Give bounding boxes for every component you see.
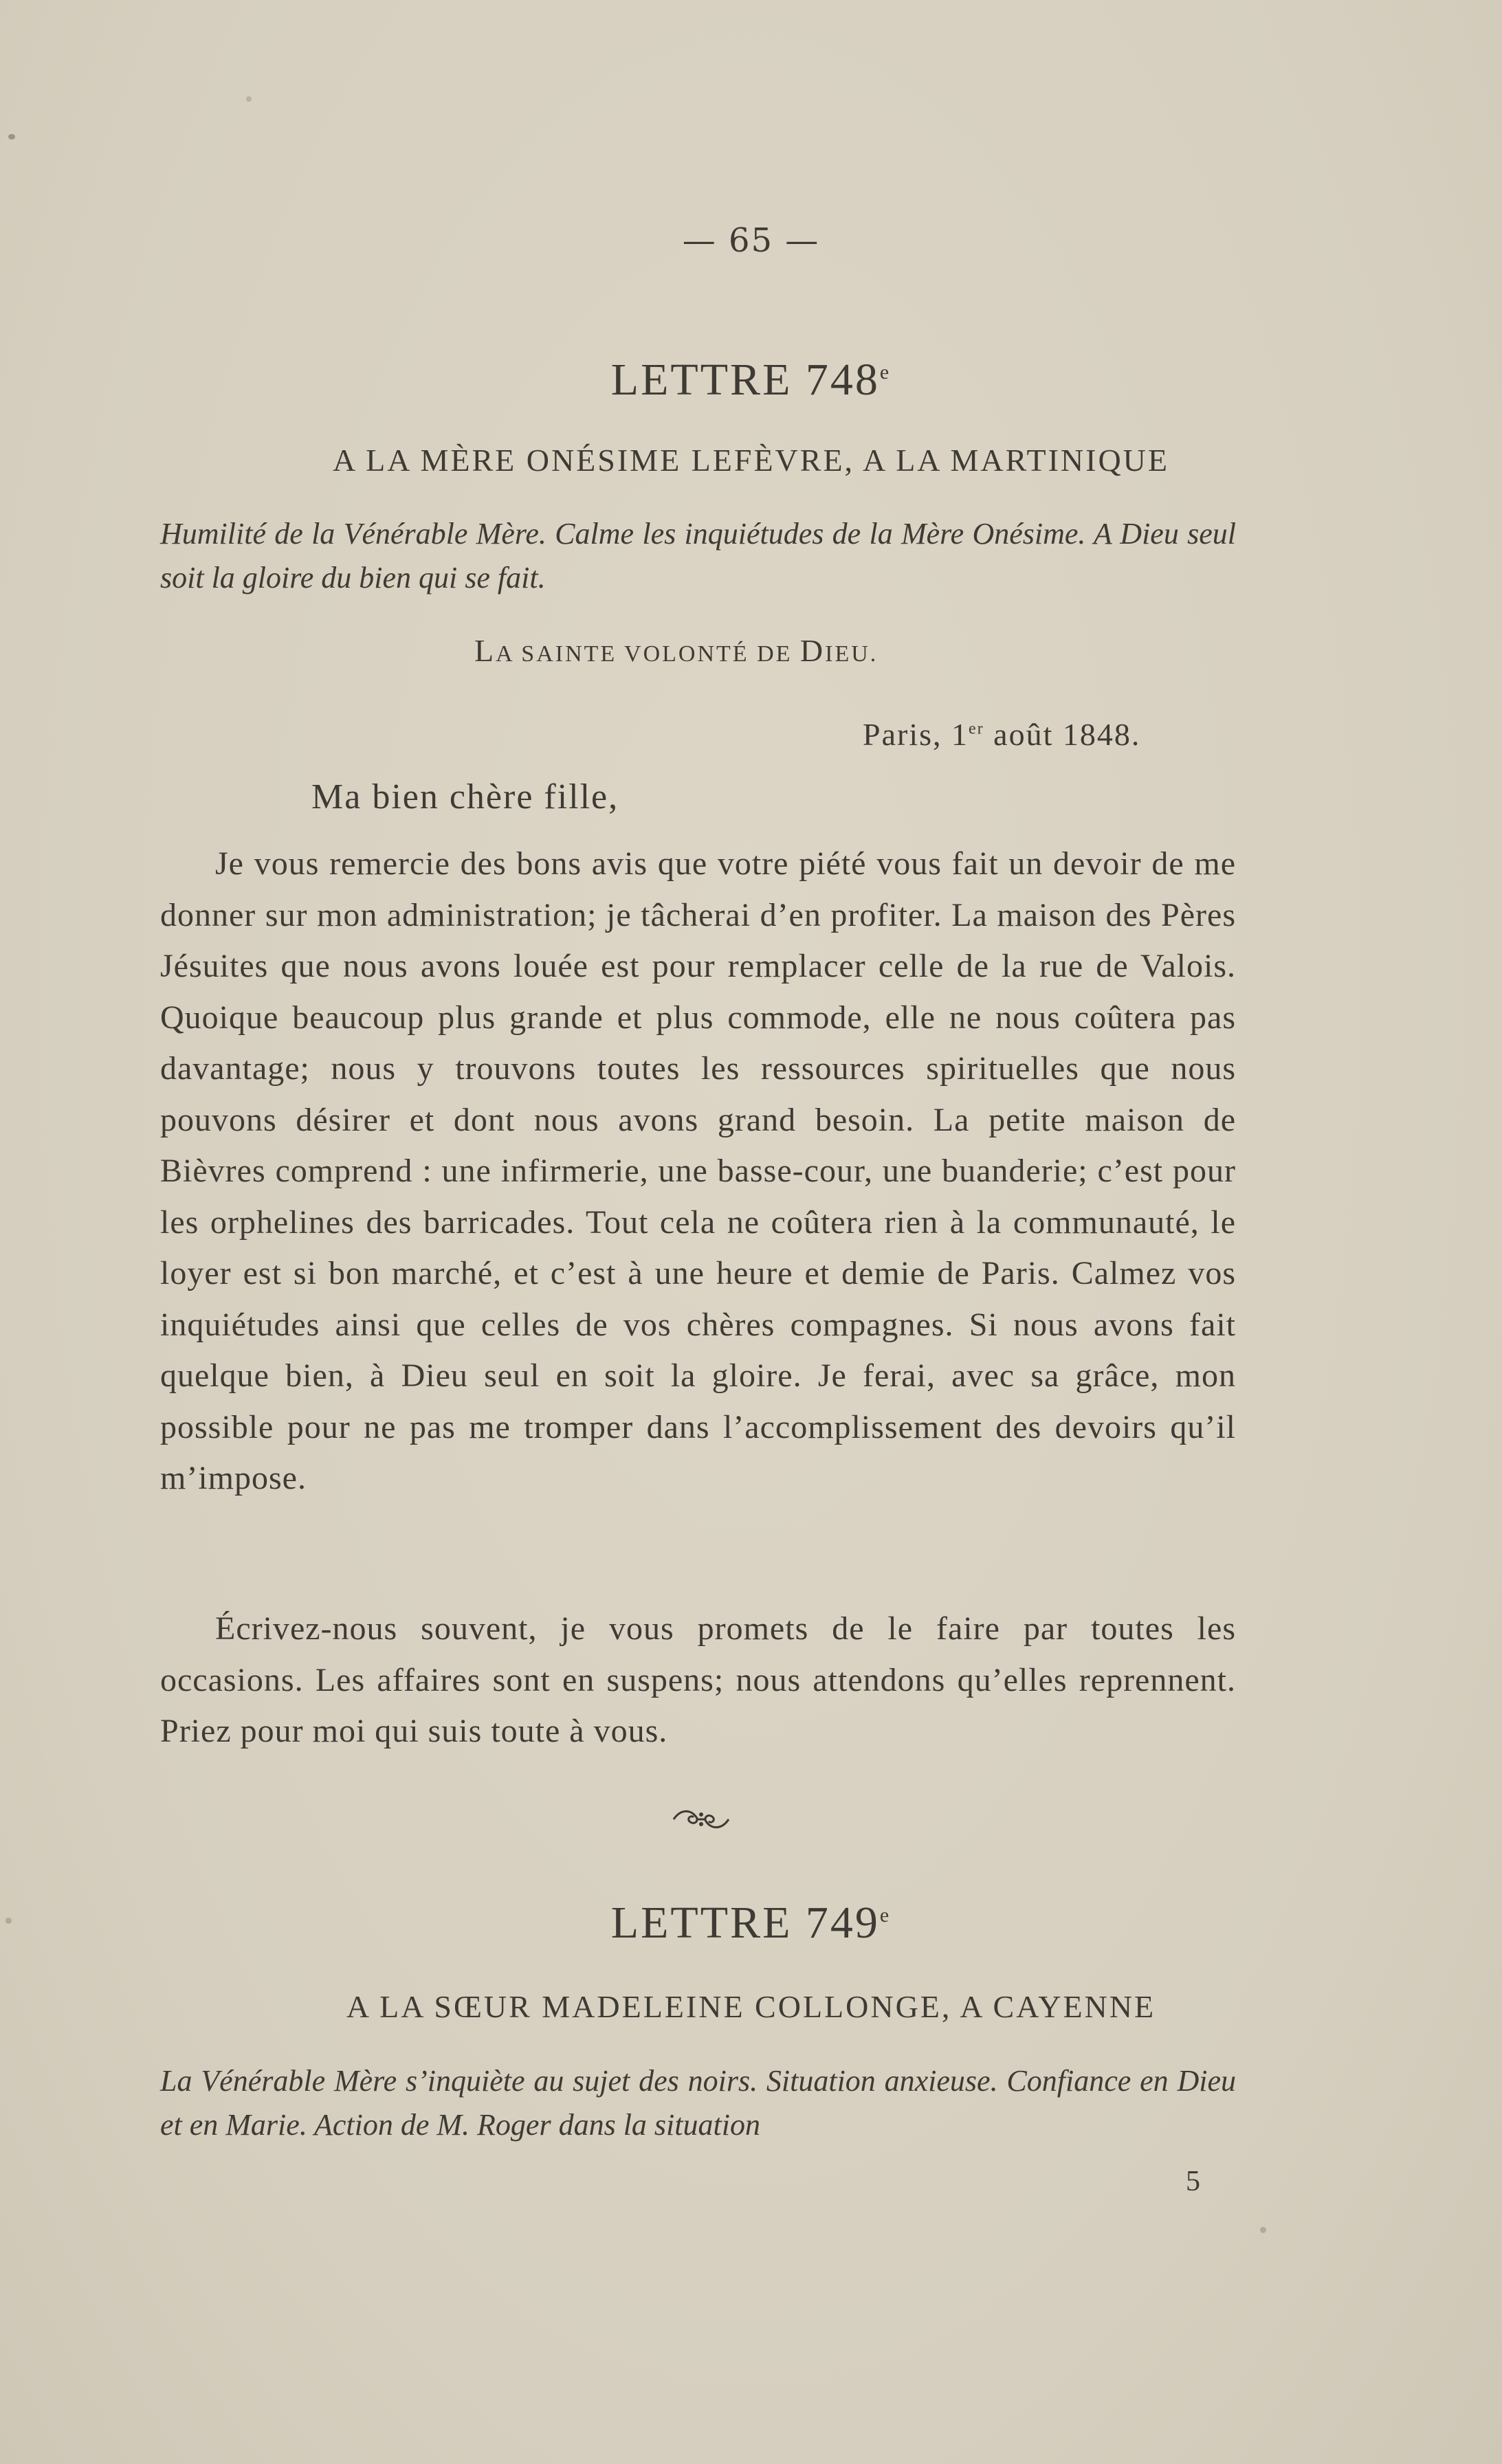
letter-summary: Humilité de la Vénérable Mère. Calme les inquiétudes de la Mère Onésime. A Dieu seul soit la gloire du bien qui se fait.	[160, 517, 1236, 595]
motto-smallcaps-1: A SAINTE VOLONTÉ DE	[496, 641, 800, 667]
letter-paragraph: Je vous remercie des bons avis que votre piété vous fait un devoir de me donner sur mon administration; je tâcherai d’en profiter. La maison des Pères Jésuites que nous avons louée est pour remplacer celle de la rue de Valois. Quoique beaucoup plus grande et plus commode, elle ne nous coûtera pas davantage; nous y trouvons toutes les ressources spirituelles que nous pouvons désirer et dont nous avons grand besoin. La petite maison de Bièvres comprend : une infirmerie, une basse-cour, une buanderie; c’est pour les orphelines des barricades. Tout cela ne coûtera rien à la communauté, le loyer est si bon marché, et c’est à une heure et demie de Paris. Calmez vos inquiétudes ainsi que celles de vos chères compagnes. Si nous avons fait quelque bien, à Dieu seul en soit la gloire. Je ferai, avec sa grâce, mon possible pour ne pas me tromper dans l’accomplissement des devoirs qu’il m’impose.	[160, 845, 1236, 1496]
letter-title-748	[0, 354, 1502, 406]
motto-initial-d: D	[799, 633, 826, 668]
motto-smallcaps-2: IEU.	[825, 641, 879, 667]
paper-speck	[246, 96, 252, 102]
date-rest: août 1848.	[984, 717, 1141, 752]
date-place: Paris, 1	[863, 717, 969, 752]
paper-speck	[5, 1918, 12, 1924]
letter-title-text: LETTRE 749	[610, 1898, 880, 1948]
motto-initial: L	[474, 633, 496, 668]
paper-speck	[1260, 2227, 1266, 2233]
paper-speck	[8, 134, 15, 140]
letter-title-749	[0, 1897, 1502, 1949]
letter-summary: La Vénérable Mère s’inquiète au sujet des noirs. Situation anxieuse. Confiance en Dieu et en Marie. Action de M. Roger dans la situation	[160, 2064, 1236, 2142]
letter-title-text: LETTRE 748	[610, 355, 880, 405]
date-ordinal: er	[969, 720, 984, 738]
letter-title-suffix: e	[879, 361, 892, 384]
letter-addressee: A LA SŒUR MADELEINE COLLONGE, A CAYENNE	[346, 1989, 1156, 2024]
fleuron-ornament-icon	[670, 1802, 732, 1836]
letter-paragraph: Écrivez-nous souvent, je vous promets de le faire par toutes les occasions. Les affaires sont en suspens; nous attendons qu’elles reprennent. Priez pour moi qui suis toute à vous.	[160, 1610, 1236, 1749]
letter-addressee: A LA MÈRE ONÉSIME LEFÈVRE, A LA MARTINIQUE	[332, 443, 1170, 478]
letter-motto	[474, 632, 878, 669]
letter-salutation: Ma bien chère fille,	[311, 777, 619, 817]
page-number: — 65 —	[682, 221, 820, 260]
letter-title-suffix: e	[879, 1904, 892, 1927]
letter-dateline	[863, 716, 1140, 753]
signature-mark: 5	[1186, 2166, 1200, 2197]
